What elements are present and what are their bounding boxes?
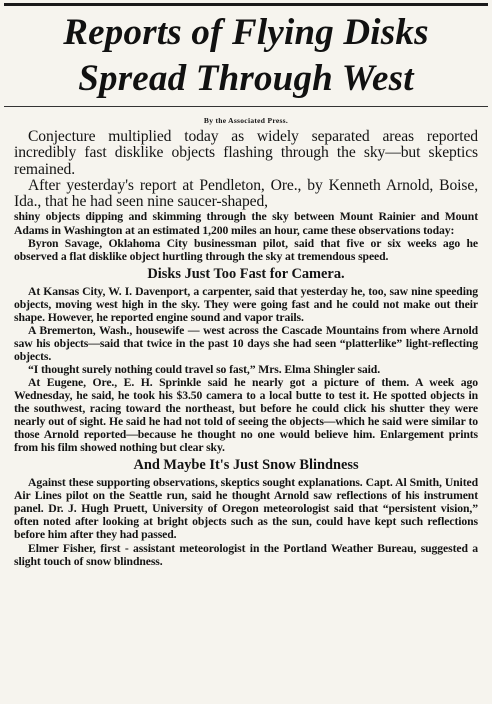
byline: By the Associated Press. [203, 116, 289, 125]
body-paragraph: At Kansas City, W. I. Davenport, a carpenter, said that yesterday he, too, saw nine speeding objects, moving west high in the sky. They were going fast and he could not make out their shape. However, he reported engine sound and vapor trails. [14, 284, 478, 324]
subhead-snow-blindness: And Maybe It's Just Snow Blindness [133, 457, 359, 474]
lead-paragraph-1: Conjecture multiplied today as widely separated areas reported incredibly fast disklike objects flashing through the sky—but skeptics remained. [14, 128, 478, 178]
body-paragraph: At Eugene, Ore., E. H. Sprinkle said he nearly got a picture of them. A week ago Wednesday, he said, he took his $3.50 camera to a local butte to test it. He spotted objects in the southwest, racing toward the northeast, but before he could click his shutter they were nearly out of sight. He said he had not told of seeing the objects—which he said were similar to those Arnold reported—because he thought no one would believe him. Enlargement prints from his film showed nothing but clear sky. [14, 376, 478, 455]
headline [0, 10, 492, 102]
body-paragraph: “I thought surely nothing could travel so fast,” Mrs. Elma Shingler said. [28, 362, 381, 376]
headline-rule [4, 106, 488, 107]
headline-line-1: Reports of Flying Disks [63, 12, 429, 53]
headline-line-2: Spread Through West [78, 58, 414, 99]
subhead-camera: Disks Just Too Fast for Camera. [147, 265, 345, 282]
body-paragraph: shiny objects dipping and skimming through the sky between Mount Rainier and Mount Adams in Washington at an estimated 1,200 miles an hour, came these observations today: [14, 210, 478, 237]
lead-paragraph-2: After yesterday's report at Pendleton, Ore., by Kenneth Arnold, Boise, Ida., that he had seen nine saucer-shaped, [14, 176, 478, 211]
body-paragraph: Elmer Fisher, first - assistant meteorologist in the Portland Weather Bureau, suggested a slight touch of snow blindness. [14, 541, 478, 568]
article-body [14, 129, 478, 568]
body-paragraph: A Bremerton, Wash., housewife — west across the Cascade Mountains from where Arnold saw his objects—said that twice in the past 10 days she had seen “platterlike” light-reflecting objects. [14, 323, 478, 363]
body-paragraph: Byron Savage, Oklahoma City businessman pilot, said that five or six weeks ago he observed a flat disklike object hurtling through the sky at tremendous speed. [14, 236, 478, 263]
top-rule [4, 3, 488, 6]
body-paragraph: Against these supporting observations, skeptics sought explanations. Capt. Al Smith, United Air Lines pilot on the Seattle run, said he thought Arnold saw reflections of his instrument panel. Dr. J. Hugh Pruett, University of Oregon meteorologist said that “persistent vision,” often noted after looking at bright objects such as the sun, could have kept such reflections before him after they had passed. [14, 476, 478, 542]
